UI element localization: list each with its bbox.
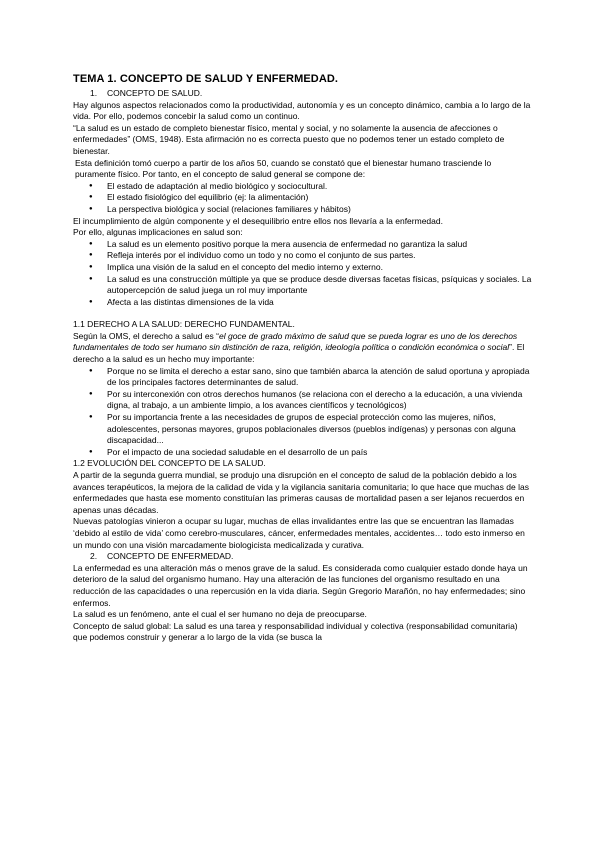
section-heading-salud [73,88,533,100]
subsection-heading: 1.1 DERECHO A LA SALUD: DERECHO FUNDAMENTAL. [73,319,295,330]
paragraph: Esta definición tomó cuerpo a partir de los años 50, cuando se constató que el bienestar humano trasciende lo puramente físico. Por tanto, en el concepto de salud general se compone de: [75,157,492,180]
section-title: CONCEPTO DE SALUD. [107,88,203,98]
section-number: 1. [90,88,98,98]
paragraph: La enfermedad es una alteración más o menos grave de la salud. Es considerada como cualquier estado donde haya un deterioro de la salud del organismo humano. Hay una alteración de las funciones del organismo resultado en una reducción de las capacidades o una repercusión en la vida diaria. Según Gregorio Marañón, no hay enfermedades; sino enfermos. [73,562,528,608]
paragraph: La salud es un fenómeno, ante el cual el ser humano no deja de preocuparse. [73,609,367,620]
paragraph: A partir de la segunda guerra mundial, se produjo una disrupción en el concepto de salud de la población debido a los avances terapéuticos, la mejora de la calidad de vida y la vigilancia sanitaria comunitaria; lo que hace que muchas de las enfermedades que hasta ese momento constituían las primeras causas de mortalidad pasen a ser lejanos recuerdos en apenas unas décadas. [73,470,529,515]
list-item: ● Por el impacto de una sociedad saludable en el desarrollo de un país [73,447,533,459]
list-item: ● Refleja interés por el individuo como un todo y no como el conjunto de sus partes. [73,250,533,262]
subsection-heading: 1.2 EVOLUCIÓN DEL CONCEPTO DE LA SALUD. [73,458,266,469]
paragraph: Concepto de salud global: La salud es una tarea y responsabilidad individual y colectiva (responsabilidad comunitaria) que podemos construir y generar a lo largo de la vida (se busca la [73,620,518,643]
section-number: 2. [90,551,98,562]
list-item: ● El estado fisiológico del equilibrio (ej: la alimentación) [73,192,533,204]
list-item: ● La salud es un elemento positivo porque la mera ausencia de enfermedad no garantiza la salud [73,239,533,251]
section-title: CONCEPTO DE ENFERMEDAD. [107,551,234,562]
paragraph: Hay algunos aspectos relacionados como la productividad, autonomía y es un concepto dinámico, cambia a lo largo de la vida. Por ello, podemos concebir la salud como un continuo. [73,99,531,122]
bullet-list-derecho [73,366,533,459]
quote-lead: Según la OMS, el derecho a salud es “ [73,330,219,341]
list-item: ● Por su importancia frente a las necesidades de grupos de especial protección como las mujeres, niños, adolescentes, personas mayores, grupos poblacionales diversos (pueblos indígenas) y personas con alguna discapacidad... [73,412,533,447]
paragraph: Nuevas patologías vinieron a ocupar su lugar, muchas de ellas invalidantes entre las que se encuentran las llamadas ‘debido al estilo de vida’ como cerebro-musculares, cáncer, enfermedades mentales, accidentes… todo esto inmerso en un mundo con una visión marcadamente biologicista medicalizada y curativa. [73,516,525,550]
document-body [73,88,533,644]
quote-text: el goce de grado máximo de salud que se pueda lograr es uno de los derechos fundamentales de todo ser humano sin distinción de raza, religión, ideología política o condición económica o social [73,330,518,353]
list-item: ● Implica una visión de la salud en el concepto del medio interno y externo. [73,262,533,274]
paragraph: El incumplimiento de algún componente y el desequilibrio entre ellos nos llevaría a la enfermedad. [73,215,443,226]
list-item: ● Afecta a las distintas dimensiones de la vida [73,297,533,309]
paragraph: Por ello, algunas implicaciones en salud son: [73,227,243,238]
list-item: ● La perspectiva biológica y social (relaciones familiares y hábitos) [73,204,533,216]
spacer [73,308,533,319]
list-item: ● El estado de adaptación al medio biológico y sociocultural. [73,181,533,193]
list-item: ● Porque no se limita el derecho a estar sano, sino que también abarca la atención de salud oportuna y apropiada de los principales factores determinantes de salud. [73,366,533,389]
document-title: TEMA 1. CONCEPTO DE SALUD Y ENFERMEDAD. [73,73,339,85]
section-heading-enfermedad [73,551,533,563]
quote-tail: ”. El derecho a la salud es un hecho muy importante: [73,342,525,365]
list-item: ● Por su interconexión con otros derechos humanos (se relaciona con el derecho a la educación, a una vivienda digna, al trabajo, a un ambiente limpio, a los avances científicos y tecnológicos) [73,389,533,412]
paragraph: “La salud es un estado de completo bienestar físico, mental y social, y no solamente la ausencia de afecciones o enfermedades” (OMS, 1948). Esta afirmación no es correcta puesto que no podemos tener un estado completo de bienestar. [73,122,505,156]
list-item: ● La salud es una construcción múltiple ya que se produce desde diversas facetas físicas, psíquicas y sociales. La autopercepción de salud juega un rol muy importante [73,274,533,297]
bullet-list-components [73,181,533,216]
paragraph-oms-quote [73,331,533,366]
bullet-list-implicaciones [73,239,533,309]
